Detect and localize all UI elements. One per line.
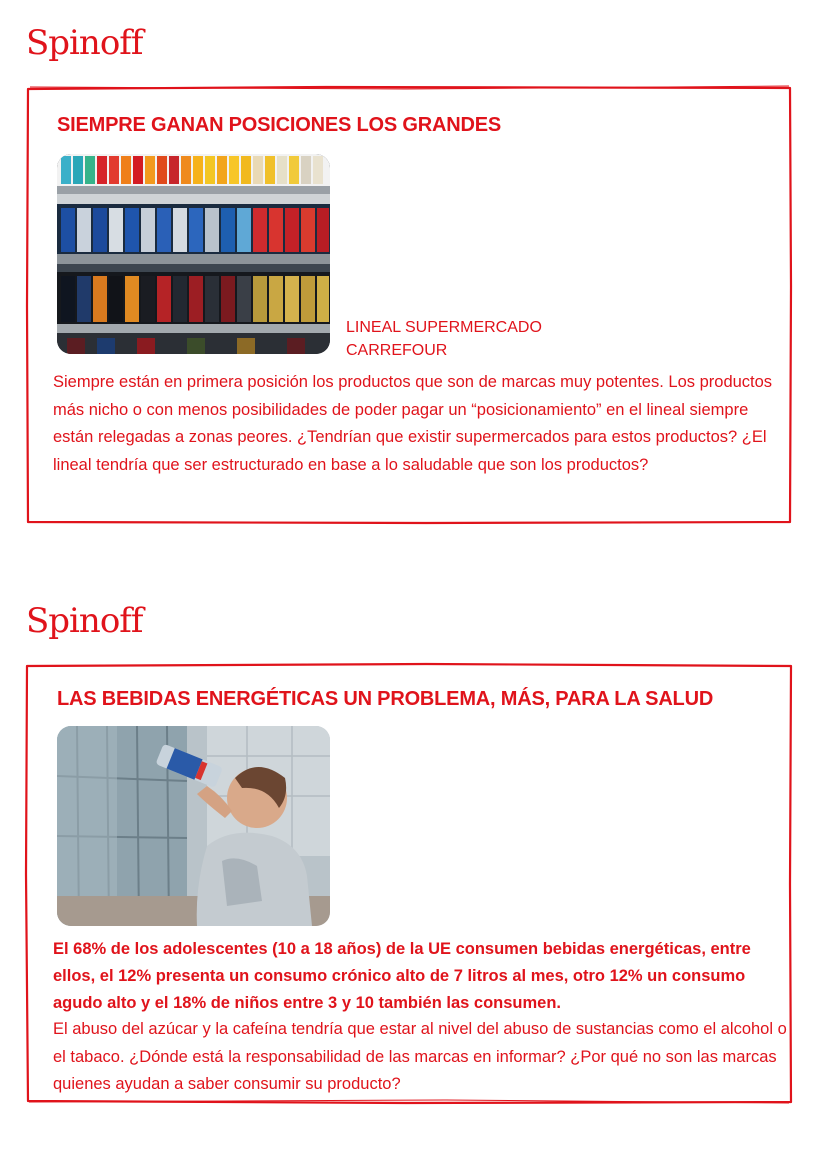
spinoff-logo: Spinoff xyxy=(26,23,143,63)
spinoff-logo: Spinoff xyxy=(26,601,143,641)
section-title: SIEMPRE GANAN POSICIONES LOS GRANDES xyxy=(57,114,501,136)
section-title: LAS BEBIDAS ENERGÉTICAS UN PROBLEMA, MÁS, PARA LA SALUD xyxy=(57,688,714,710)
child-drinking-can-photo xyxy=(57,726,330,926)
section-card-shelf xyxy=(26,86,792,524)
supermarket-shelf-photo xyxy=(57,154,330,354)
section-card-energy-drinks xyxy=(26,664,792,1104)
section-body: El abuso del azúcar y la cafeína tendría que estar al nivel del abuso de sustancias como el alcohol o el tabaco. ¿Dónde está la responsabilidad de las marcas en informar? ¿Por qué no son las marcas quienes ayudan a saber consumir su producto? xyxy=(53,1020,787,1093)
caption-line: CARREFOUR xyxy=(346,342,448,359)
photo-caption xyxy=(346,316,542,362)
section-highlight: El 68% de los adolescentes (10 a 18 años) de la UE consumen bebidas energéticas, entre ellos, el 12% presenta un consumo crónico alto de 7 litros al mes, otro 12% un consumo agudo alto y el 18% de niños entre 3 y 10 también las consumen. xyxy=(53,940,751,1012)
section-body: Siempre están en primera posición los productos que son de marcas muy potentes. Los productos más nicho o con menos posibilidades de poder pagar un “posicionamiento” en el lineal siempre están relegadas a zonas peores. ¿Tendrían que existir supermercados para estos productos? ¿El lineal tendría que ser estructurado en base a lo saludable que son los productos? xyxy=(53,373,773,474)
caption-line: LINEAL SUPERMERCADO xyxy=(346,319,542,336)
